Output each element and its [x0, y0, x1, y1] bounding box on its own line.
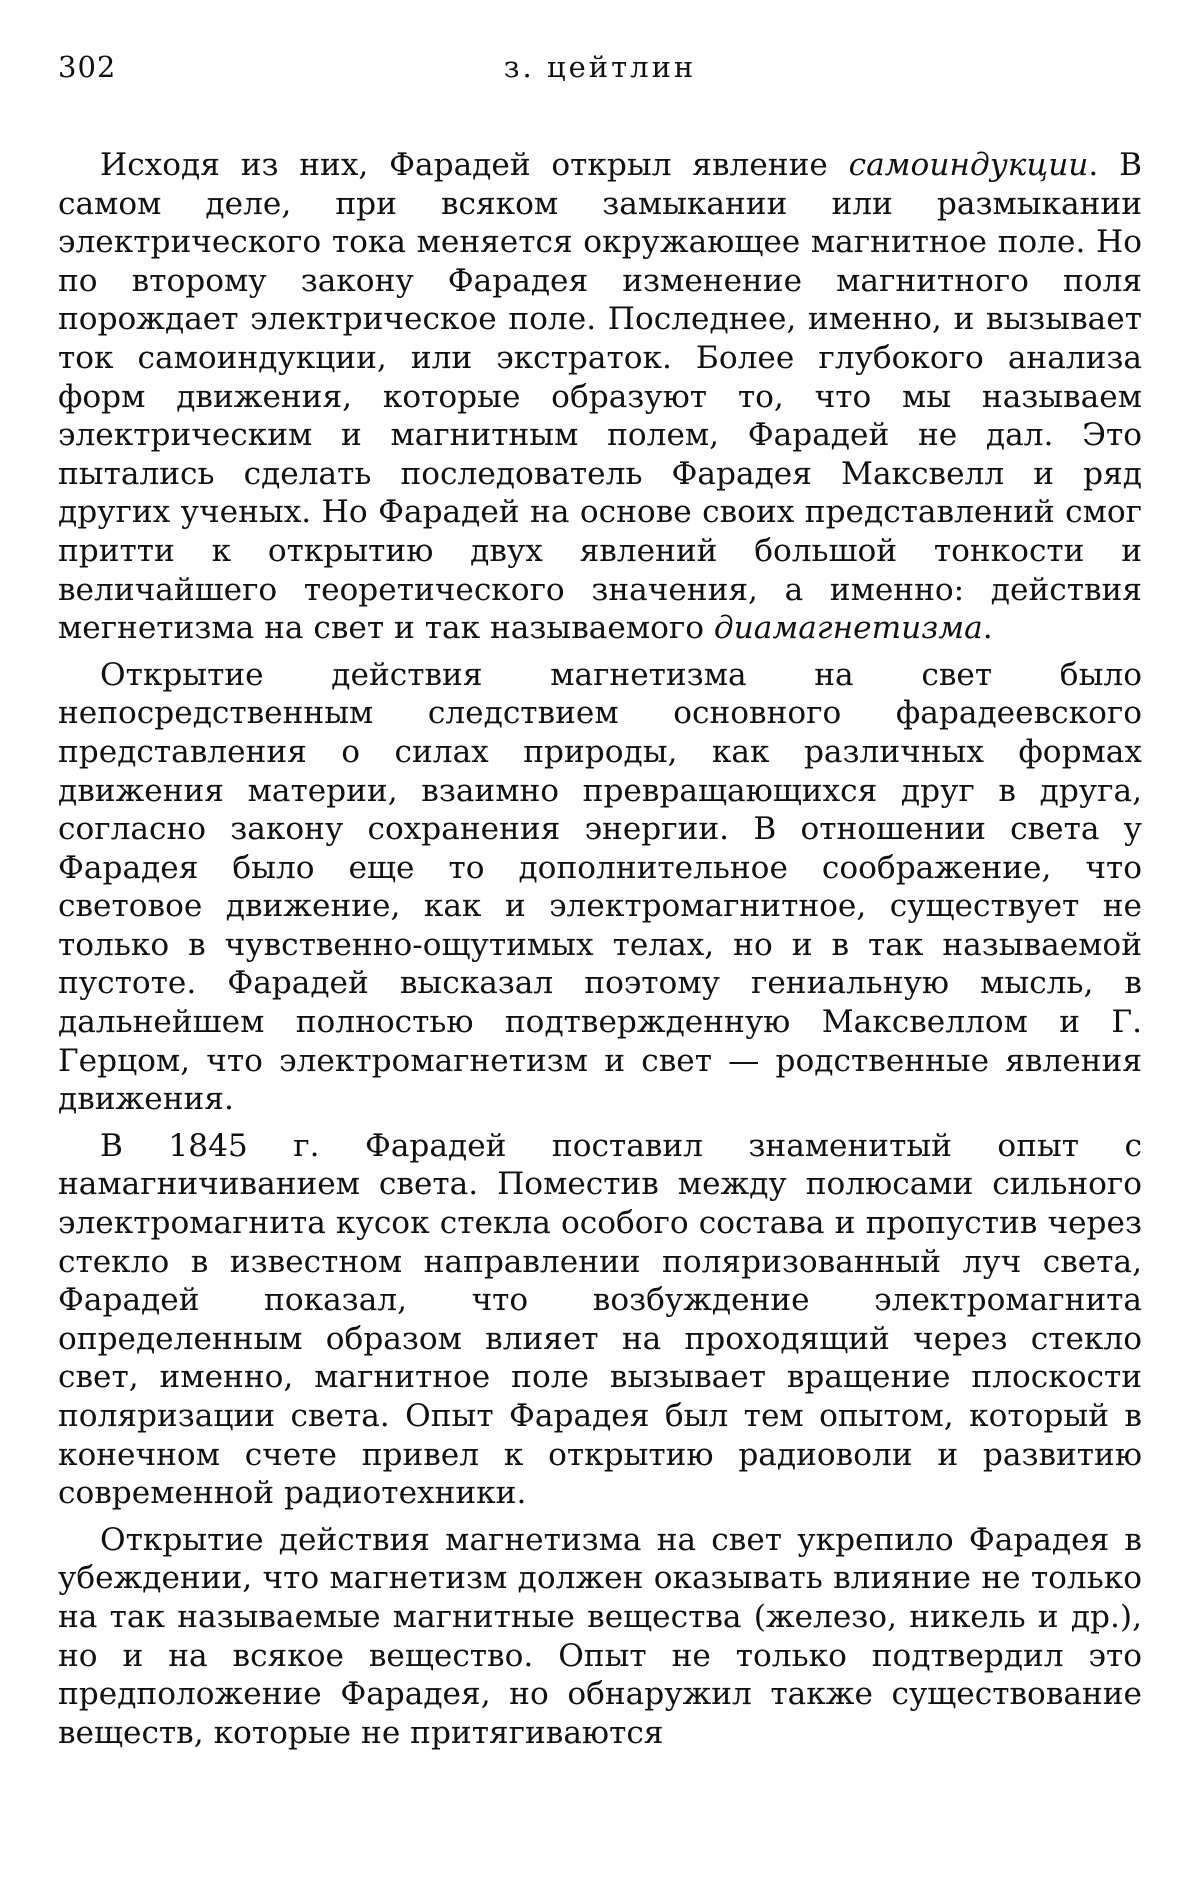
- paragraph-text: . В самом деле, при всяком замыкании или размыкании электрического тока меняется окружающее магнитное поле. Но по второму закону Фарадея изменение магнитного поля порождает электрическое поле. Последнее, именно, и вызывает ток самоиндукции, или экстраток. Более глубокого анализа форм движения, которые образуют то, что мы называем электрическим и магнитным полем, Фарадей не дал. Это пытались сделать последователь Фарадея Максвелл и ряд других ученых. Но Фарадей на основе своих представлений смог притти к открытию двух явлений большой тонкости и величайшего теоретического значения, а именно: действия мегнетизма на свет и так называемого: [58, 147, 1142, 647]
- paragraph: [58, 146, 1142, 648]
- paragraph: [58, 656, 1142, 1119]
- paragraph: [58, 1127, 1142, 1513]
- paragraph-text: .: [982, 610, 993, 647]
- paragraph-text: Открытие действия магнетизма на свет укрепило Фарадея в убеждении, что магнетизм должен оказывать влияние не только на так называемые магнитные вещества (железо, никель и др.), но и на всякое вещество. Опыт не только подтвердил это предположение Фарадея, но обнаружил также существование веществ, которые не притягиваются: [58, 1521, 1142, 1751]
- body-text: [58, 146, 1142, 1752]
- page-header: [58, 50, 1142, 98]
- paragraph-text: В 1845 г. Фарадей поставил знаменитый опыт с намагничиванием света. Поместив между полюсами сильного электромагнита кусок стекла особого состава и пропустив через стекло в известном направлении поляризованный луч света, Фарадей показал, что возбуждение электромагнита определенным образом влияет на проходящий через стекло свет, именно, магнитное поле вызывает вращение плоскости поляризации света. Опыт Фарадея был тем опытом, который в конечном счете привел к открытию радиоволи и развитию современной радиотехники.: [58, 1127, 1142, 1512]
- page-number: 302: [58, 50, 117, 84]
- emphasis-term: диамагнетизма: [713, 610, 983, 647]
- emphasis-term: самоиндукции: [848, 147, 1089, 183]
- running-head: з. цейтлин: [503, 50, 697, 84]
- paragraph-text: Исходя из них, Фарадей открыл явление: [100, 147, 849, 183]
- paragraph: [58, 1521, 1142, 1753]
- paragraph-text: Открытие действия магнетизма на свет было непосредственным следствием основного фарадеевского представления о силах природы, как различных формах движения материи, взаимно превращающихся друг в друга, согласно закону сохранения энергии. В отношении света у Фарадея было еще то дополнительное соображение, что световое движение, как и электромагнитное, существует не только в чувственно-ощутимых телах, но и в так называемой пустоте. Фарадей высказал поэтому гениальную мысль, в дальнейшем полностью подтвержденную Максвеллом и Г. Герцом, что электромагнетизм и свет — родственные явления движения.: [58, 656, 1142, 1118]
